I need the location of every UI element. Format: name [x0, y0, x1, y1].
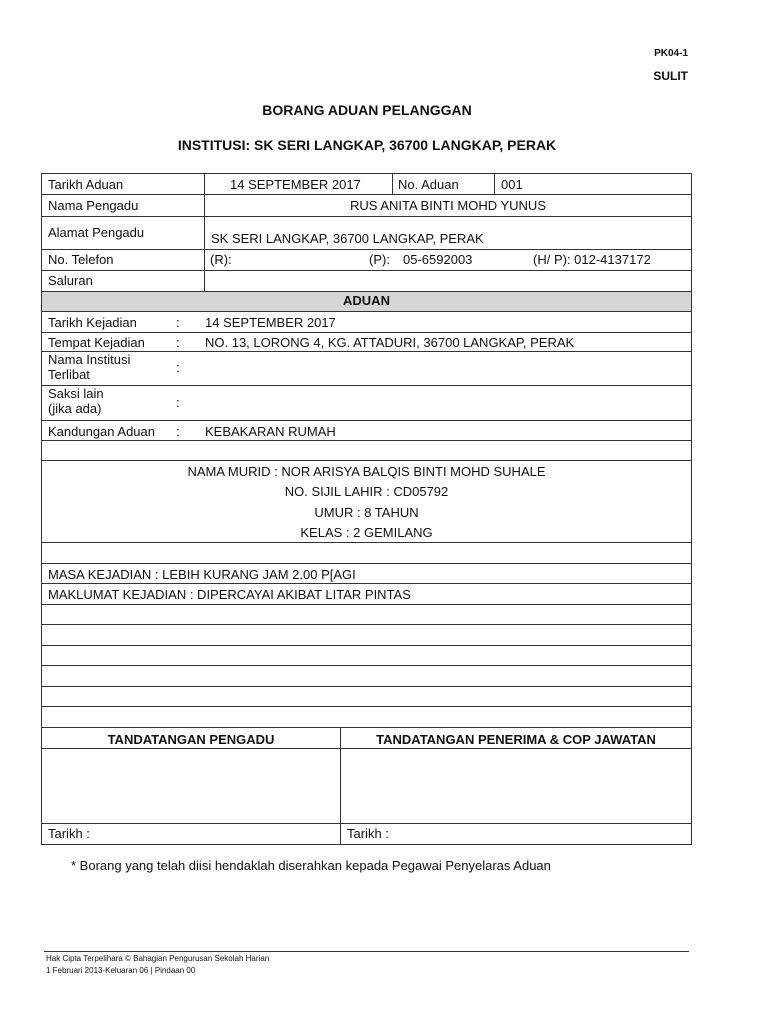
saksi-lain-label: Saksi lain (jika ada)	[48, 386, 104, 416]
nama-pengadu-label: Nama Pengadu	[48, 198, 139, 213]
masa-kejadian: MASA KEJADIAN : LEBIH KURANG JAM 2.00 P[AGI	[48, 567, 356, 582]
detail-line: NAMA MURID : NOR ARISYA BALQIS BINTI MOHD SUHALE	[187, 464, 546, 479]
telefon-r: (R):	[210, 252, 232, 267]
complaint-form-table	[41, 173, 692, 845]
colon: :	[176, 315, 180, 330]
aduan-heading: ADUAN	[343, 293, 390, 308]
footer-copyright: Hak Cipta Terpelihara © Bahagian Pengurusan Sekolah Harian	[46, 954, 270, 963]
tarikh-penerima-label: Tarikh :	[347, 826, 389, 841]
tempat-kejadian-label: Tempat Kejadian	[48, 335, 145, 350]
tandatangan-penerima-heading: TANDATANGAN PENERIMA & COP JAWATAN	[376, 732, 656, 747]
detail-line: UMUR : 8 TAHUN	[314, 505, 419, 520]
kandungan-aduan-label: Kandungan Aduan	[48, 424, 155, 439]
tarikh-aduan-label: Tarikh Aduan	[48, 177, 124, 192]
telefon-hp: (H/ P): 012-4137172	[533, 252, 651, 267]
tempat-kejadian-value: NO. 13, LORONG 4, KG. ATTADURI, 36700 LANGKAP, PERAK	[205, 335, 575, 350]
submission-note: * Borang yang telah diisi hendaklah diserahkan kepada Pegawai Penyelaras Aduan	[71, 858, 551, 873]
colon: :	[176, 424, 180, 439]
kandungan-aduan-value: KEBAKARAN RUMAH	[205, 424, 336, 439]
maklumat-kejadian: MAKLUMAT KEJADIAN : DIPERCAYAI AKIBAT LITAR PINTAS	[48, 587, 411, 602]
tarikh-aduan-value: 14 SEPTEMBER 2017	[230, 177, 361, 192]
detail-line: NO. SIJIL LAHIR : CD05792	[284, 484, 449, 499]
telefon-p-value: 05-6592003	[403, 252, 473, 267]
footer-edition: 1 Februari 2013-Keluaran 06 | Pindaan 00	[46, 966, 196, 975]
alamat-pengadu-value: SK SERI LANGKAP, 36700 LANGKAP, PERAK	[211, 231, 484, 246]
colon: :	[176, 335, 180, 350]
alamat-pengadu-label: Alamat Pengadu	[48, 225, 145, 240]
institusi-terlibat-label: Nama Institusi Terlibat	[48, 352, 131, 382]
telefon-p-label: (P):	[369, 252, 390, 267]
tandatangan-pengadu-heading: TANDATANGAN PENGADU	[107, 732, 275, 747]
classification-label: SULIT	[653, 69, 688, 83]
document-code: PK04-1	[654, 48, 688, 59]
no-aduan-value: 001	[501, 177, 523, 192]
colon: :	[176, 360, 180, 375]
nama-pengadu-value: RUS ANITA BINTI MOHD YUNUS	[350, 198, 546, 213]
colon: :	[176, 395, 180, 410]
form-title: BORANG ADUAN PELANGGAN	[262, 102, 472, 118]
tarikh-pengadu-label: Tarikh :	[48, 826, 90, 841]
tarikh-kejadian-value: 14 SEPTEMBER 2017	[205, 315, 336, 330]
no-aduan-label: No. Aduan	[398, 177, 459, 192]
tarikh-kejadian-label: Tarikh Kejadian	[48, 315, 137, 330]
telefon-label: No. Telefon	[48, 252, 114, 267]
footer-divider	[44, 951, 689, 952]
institution-title: INSTITUSI: SK SERI LANGKAP, 36700 LANGKAP, PERAK	[177, 137, 557, 153]
detail-line: KELAS : 2 GEMILANG	[300, 525, 433, 540]
saluran-label: Saluran	[48, 273, 93, 288]
